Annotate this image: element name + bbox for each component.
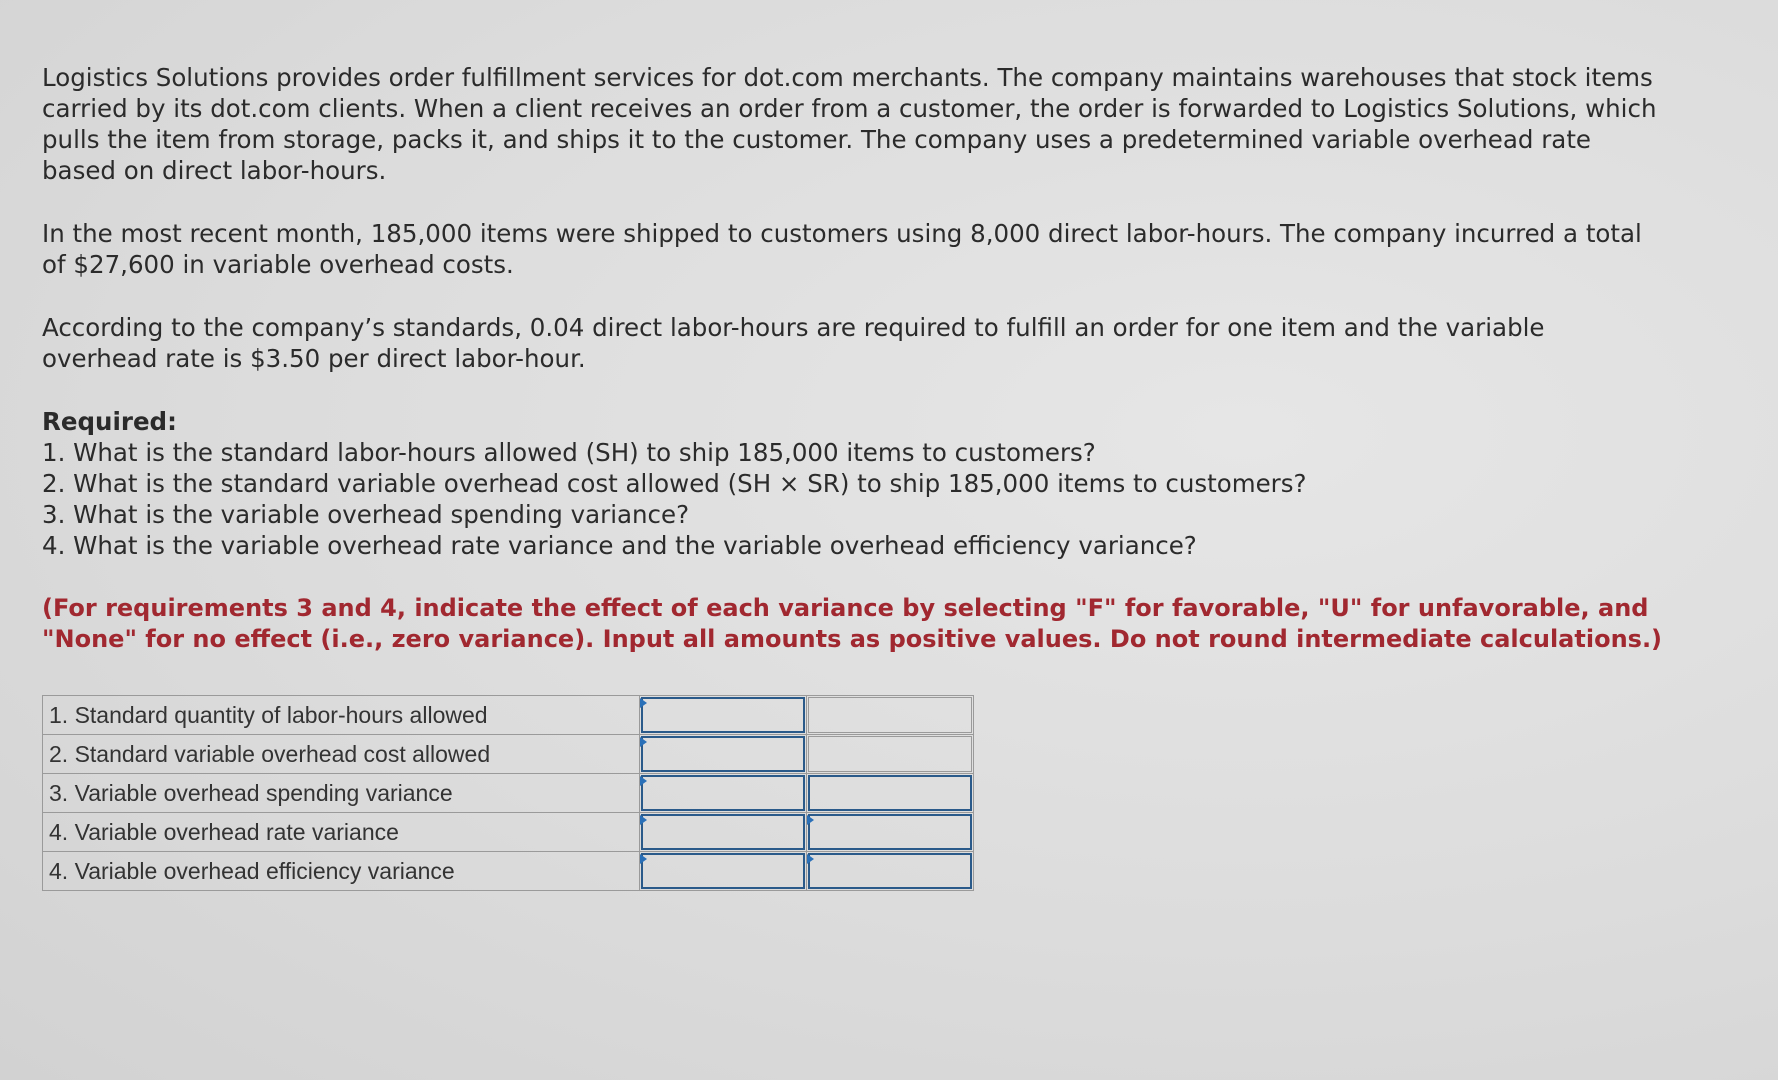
table-row (43, 696, 974, 735)
empty-box (808, 697, 972, 733)
row-label: 3. Variable overhead spending variance (43, 774, 640, 813)
input-marker-icon (640, 698, 647, 708)
effect-select[interactable] (808, 853, 972, 889)
empty-cell (807, 735, 974, 774)
required-title: Required: (42, 407, 177, 436)
required-item: 3. What is the variable overhead spending variance? (42, 500, 690, 529)
activity-paragraph: In the most recent month, 185,000 items were shipped to customers using 8,000 direct labor-hours. The company incurred a total of $27,600 in variable overhead costs. (42, 219, 1642, 279)
amount-cell[interactable] (640, 696, 807, 735)
amount-input[interactable] (641, 736, 805, 772)
table-row (43, 774, 974, 813)
amount-input[interactable] (641, 697, 805, 733)
effect-select[interactable] (808, 814, 972, 850)
table-row (43, 813, 974, 852)
row-label: 2. Standard variable overhead cost allowed (43, 735, 640, 774)
answer-table (42, 695, 974, 891)
empty-cell (807, 696, 974, 735)
input-marker-icon (640, 776, 647, 786)
input-marker-icon (807, 854, 814, 864)
amount-cell[interactable] (640, 852, 807, 891)
row-label: 1. Standard quantity of labor-hours allowed (43, 696, 640, 735)
amount-input[interactable] (641, 814, 805, 850)
effect-cell[interactable] (807, 813, 974, 852)
standards-paragraph: According to the company’s standards, 0.04 direct labor-hours are required to fulfill an order for one item and the variable overhead rate is $3.50 per direct labor-hour. (42, 313, 1545, 373)
required-item: 2. What is the standard variable overhead cost allowed (SH × SR) to ship 185,000 items to customers? (42, 469, 1307, 498)
amount-input[interactable] (641, 853, 805, 889)
required-item: 4. What is the variable overhead rate variance and the variable overhead efficiency variance? (42, 531, 1197, 560)
table-row (43, 735, 974, 774)
question-page (42, 62, 1682, 891)
amount-cell[interactable] (640, 735, 807, 774)
row-label: 4. Variable overhead efficiency variance (43, 852, 640, 891)
table-row (43, 852, 974, 891)
amount-input[interactable] (641, 775, 805, 811)
input-marker-icon (640, 737, 647, 747)
empty-box (808, 736, 972, 772)
row-label: 4. Variable overhead rate variance (43, 813, 640, 852)
intro-paragraph: Logistics Solutions provides order fulfillment services for dot.com merchants. The company maintains warehouses that stock items carried by its dot.com clients. When a client receives an order from a customer, the order is forwarded to Logistics Solutions, which pulls the item from storage, packs it, and ships it to the customer. The company uses a predetermined variable overhead rate based on direct labor-hours. (42, 63, 1657, 185)
required-list (42, 437, 1682, 561)
input-marker-icon (807, 815, 814, 825)
required-item: 1. What is the standard labor-hours allowed (SH) to ship 185,000 items to customers? (42, 438, 1096, 467)
instructions-text: (For requirements 3 and 4, indicate the effect of each variance by selecting "F" for favorable, "U" for unfavorable, and "None" for no effect (i.e., zero variance). Input all amounts as positive values. Do not round intermediate calculations.) (42, 594, 1663, 653)
effect-cell[interactable] (807, 774, 974, 813)
amount-cell[interactable] (640, 774, 807, 813)
input-marker-icon (640, 815, 647, 825)
amount-cell[interactable] (640, 813, 807, 852)
input-marker-icon (640, 854, 647, 864)
effect-select[interactable] (808, 775, 972, 811)
effect-cell[interactable] (807, 852, 974, 891)
